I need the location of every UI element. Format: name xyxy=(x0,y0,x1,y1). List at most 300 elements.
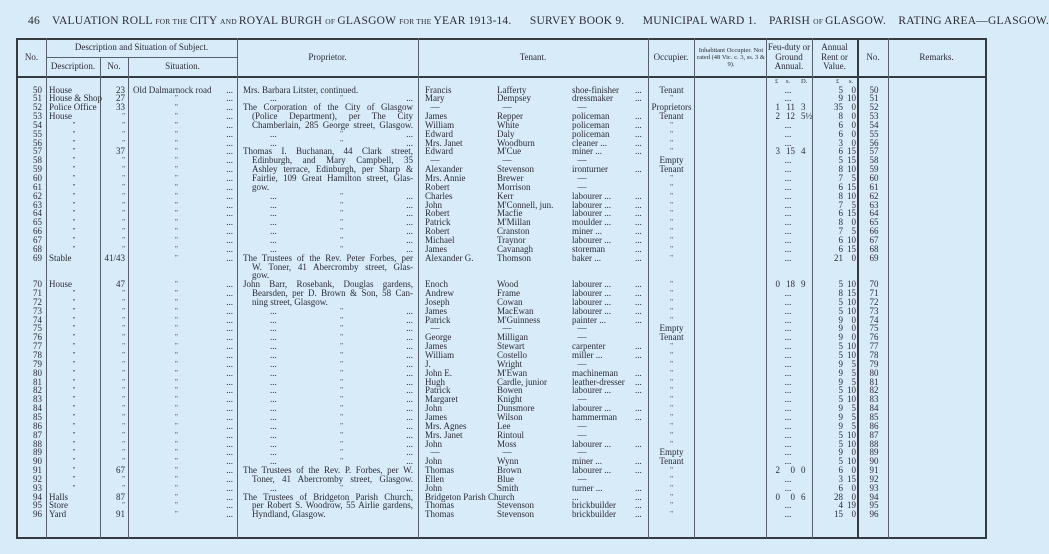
feu-duty-empty: ... xyxy=(784,208,792,219)
entry-number: 59 xyxy=(33,164,42,175)
tenant-surname: — xyxy=(502,447,512,458)
description: " xyxy=(72,200,76,209)
annual-pounds: 9 xyxy=(838,411,843,422)
title-word: GLASGOW. xyxy=(825,15,887,27)
occupier: " xyxy=(670,147,673,156)
situation: " ... xyxy=(175,199,233,210)
survey-book: SURVEY BOOK 9. xyxy=(529,15,625,27)
entry-number: 76 xyxy=(33,332,42,343)
feu-duty-empty: ... xyxy=(784,217,792,228)
roll-title xyxy=(52,15,511,27)
annual-shillings: 10 xyxy=(847,234,856,245)
feu-duty-empty: ... xyxy=(784,93,792,104)
tenant-first-name: Enoch xyxy=(425,279,448,290)
tenant-occupation: labourer ... xyxy=(572,296,611,307)
entry-number-right: 62 xyxy=(869,190,879,201)
entry-number-right: 57 xyxy=(869,146,879,157)
description: House & Shop xyxy=(49,93,103,104)
feu-duty-empty: ... xyxy=(784,456,792,467)
tenant-surname: Daly xyxy=(497,128,515,139)
situation: " ... xyxy=(175,155,233,166)
proprietor: (Police Department), per The City xyxy=(252,111,413,122)
occupation-dots: ... xyxy=(635,234,642,245)
annual-pounds: 9 xyxy=(838,403,843,414)
tenant-surname: M'Ewan xyxy=(497,367,528,378)
entry-number: 67 xyxy=(33,234,42,245)
tenant-occupation: miner ... xyxy=(572,226,602,237)
occupation-dots: ... xyxy=(635,465,642,476)
tenant-first-name: Patrick xyxy=(425,217,451,228)
header-proprietor: Proprietor. xyxy=(308,51,347,62)
proprietor: ning street, Glasgow. xyxy=(252,296,328,307)
title-word: PARISH xyxy=(768,15,814,27)
annual-pounds: 6 xyxy=(838,208,843,219)
annual-pounds: 9 xyxy=(838,367,843,378)
occupier: " xyxy=(670,306,673,315)
annual-pounds: 8 xyxy=(838,111,843,122)
annual-shillings: 0 xyxy=(851,332,856,343)
entry-number-right: 51 xyxy=(869,93,879,104)
annual-pounds-unit: £ xyxy=(836,78,840,85)
tenant-first-name: William xyxy=(425,119,455,130)
feu-pence: 0 xyxy=(801,465,806,476)
tenant-first-name: Charles xyxy=(425,190,453,201)
entry-number-right: 64 xyxy=(869,208,879,219)
proprietor: gow. xyxy=(252,181,270,192)
entry-number: 89 xyxy=(33,447,42,458)
tenant-occupation: — xyxy=(577,429,587,440)
entry-number: 70 xyxy=(33,279,42,290)
entry-number-right: 76 xyxy=(869,332,879,343)
description: " xyxy=(72,439,76,448)
tenant-surname: Stevenson xyxy=(497,500,534,511)
occupier: " xyxy=(670,182,673,191)
entry-number-right: 93 xyxy=(869,482,879,493)
situation: " ... xyxy=(175,164,233,175)
annual-pounds: 7 xyxy=(838,199,843,210)
proprietor-ditto: ... " ... xyxy=(270,482,413,493)
table-row xyxy=(0,510,1000,519)
tenant-surname: Morrison xyxy=(497,181,531,192)
street-number: 23 xyxy=(116,84,125,95)
situation: " ... xyxy=(175,500,233,511)
annual-shillings: 10 xyxy=(847,385,856,396)
occupier: " xyxy=(670,386,673,395)
feu-duty-empty: ... xyxy=(784,119,792,130)
description: " xyxy=(72,359,76,368)
tenant-occupation: cleaner ... xyxy=(572,137,607,148)
tenant-surname: Cardle, junior xyxy=(497,376,547,387)
description: " xyxy=(72,324,76,333)
occupier: " xyxy=(670,404,673,413)
annual-shillings: 10 xyxy=(847,305,856,316)
entry-number: 94 xyxy=(33,491,42,502)
tenant-occupation: labourer ... xyxy=(572,199,611,210)
street-number: " xyxy=(122,501,125,510)
annual-shillings: 10 xyxy=(847,456,856,467)
tenant-surname: Cavanagh xyxy=(497,243,533,254)
feu-duty-empty: ... xyxy=(784,438,792,449)
feu-duty-empty: ... xyxy=(784,252,792,263)
street-number: " xyxy=(122,227,125,236)
street-number: " xyxy=(122,191,125,200)
tenant-surname: — xyxy=(502,155,512,166)
annual-shillings: 15 xyxy=(847,288,856,299)
proprietor-ditto: ... " ... xyxy=(270,199,413,210)
annual-shillings: 0 xyxy=(851,447,856,458)
occupier: Tenant xyxy=(659,456,684,467)
description: " xyxy=(72,289,76,298)
proprietor-ditto: ... " ... xyxy=(270,137,413,148)
street-number: 41/43 xyxy=(104,252,125,263)
occupation-dots: ... xyxy=(635,190,642,201)
feu-duty-empty: ... xyxy=(784,155,792,166)
feu-pounds-unit: £ xyxy=(775,78,779,85)
street-number: " xyxy=(122,235,125,244)
annual-pounds: 6 xyxy=(838,181,843,192)
situation: " ... xyxy=(175,491,233,502)
proprietor: Fairlie, 109 Great Hamilton street, Glas- xyxy=(252,173,413,183)
annual-pounds: 5 xyxy=(838,429,843,440)
annual-shillings: 15 xyxy=(847,473,856,484)
tenant-surname: M'Millan xyxy=(497,217,531,228)
proprietor: Mrs. Barbara Litster, continued. xyxy=(243,84,359,95)
proprietor-ditto: ... " ... xyxy=(270,367,413,378)
annual-shillings: 0 xyxy=(851,482,856,493)
annual-pounds: 5 xyxy=(838,385,843,396)
entry-number-right: 55 xyxy=(869,128,879,139)
annual-shillings: 0 xyxy=(851,314,856,325)
feu-pence: 6 xyxy=(801,491,806,502)
feu-shillings: 15 xyxy=(786,146,795,157)
occupier: Tenant xyxy=(659,332,684,343)
tenant-surname: Knight xyxy=(497,394,523,405)
occupation-dots: ... xyxy=(635,128,642,139)
tenant-occupation: ... xyxy=(572,491,579,502)
occupation-dots: ... xyxy=(635,93,642,104)
street-number: " xyxy=(122,156,125,165)
occupier: " xyxy=(670,227,673,236)
street-number: " xyxy=(122,165,125,174)
annual-shillings: 15 xyxy=(847,208,856,219)
tenant-first-name: — xyxy=(430,323,440,334)
entry-number-right: 50 xyxy=(869,84,879,95)
tenant-first-name: Mrs. Janet xyxy=(425,429,463,440)
tenant-first-name: Thomas xyxy=(425,465,454,476)
entry-number: 66 xyxy=(33,226,42,237)
feu-duty-empty: ... xyxy=(784,84,792,95)
tenant-first-name: Hugh xyxy=(425,376,445,387)
parish xyxy=(769,15,886,27)
occupier: " xyxy=(670,94,673,103)
feu-duty-empty: ... xyxy=(784,403,792,414)
feu-pence: 3 xyxy=(801,102,806,113)
situation: " ... xyxy=(175,341,233,352)
situation: " ... xyxy=(175,208,233,219)
header-no-right: No. xyxy=(866,51,880,62)
description: " xyxy=(72,235,76,244)
occupier: Empty xyxy=(659,155,684,166)
tenant-first-name: Alexander xyxy=(425,164,463,175)
situation: " ... xyxy=(175,438,233,449)
tenant-surname: Woodburn xyxy=(497,137,535,148)
tenant-surname: White xyxy=(497,119,519,130)
feu-duty-empty: ... xyxy=(784,358,792,369)
proprietor-ditto: ... " ... xyxy=(270,128,413,139)
annual-pounds: 9 xyxy=(838,93,843,104)
entry-number: 74 xyxy=(33,314,42,325)
tenant-surname: Wilson xyxy=(497,411,523,422)
situation: " ... xyxy=(175,358,233,369)
tenant-surname: Moss xyxy=(497,438,517,449)
title-word: VALUATION ROLL xyxy=(52,15,156,27)
entry-number-right: 52 xyxy=(869,102,879,113)
feu-duty-empty: ... xyxy=(784,411,792,422)
description: " xyxy=(72,333,76,342)
entry-number-right: 85 xyxy=(869,411,879,422)
feu-duty-empty: ... xyxy=(784,385,792,396)
title-word: ROYAL BURGH xyxy=(238,15,326,27)
entry-number: 84 xyxy=(33,403,42,414)
header-description-group: Description and Situation of Subject. xyxy=(74,42,209,53)
entry-number: 96 xyxy=(33,509,42,520)
proprietor-ditto: ... " ... xyxy=(270,429,413,440)
proprietor: Ashley terrace, Edinburgh, per Sharp & xyxy=(252,164,413,175)
situation: " ... xyxy=(175,93,233,104)
feu-pence-unit: D. xyxy=(801,78,808,85)
occupier: " xyxy=(670,501,673,510)
tenant-surname: Kerr xyxy=(497,190,514,201)
occupation-dots: ... xyxy=(635,84,642,95)
street-number: 47 xyxy=(116,279,125,290)
proprietor: Toner, 41 Abercromby street, Glasgow. xyxy=(252,473,413,484)
entry-number: 71 xyxy=(33,288,42,299)
proprietor-ditto: ... " ... xyxy=(270,93,413,104)
situation: " ... xyxy=(175,119,233,130)
tenant-surname: Lafferty xyxy=(497,84,527,95)
feu-duty-empty: ... xyxy=(784,394,792,405)
tenant-occupation: machineman xyxy=(572,367,618,378)
occupation-dots: ... xyxy=(635,137,642,148)
annual-shillings: 5 xyxy=(851,420,856,431)
table-row xyxy=(0,316,1000,325)
occupier: " xyxy=(670,483,673,492)
title-word: FOR THE xyxy=(155,17,190,26)
tenant-first-name: Robert xyxy=(425,226,450,237)
entry-number: 69 xyxy=(33,252,42,263)
proprietor: Edinburgh, and Mary Campbell, 35 xyxy=(252,155,413,166)
tenant-occupation: — xyxy=(577,181,587,192)
entry-number-right: 63 xyxy=(869,199,879,210)
tenant-surname: Dempsey xyxy=(497,93,531,104)
entry-number: 64 xyxy=(33,208,42,219)
annual-shillings: 0 xyxy=(851,84,856,95)
entry-number-right: 86 xyxy=(869,420,879,431)
annual-pounds: 5 xyxy=(838,305,843,316)
tenant-first-name: Robert xyxy=(425,208,450,219)
street-number: " xyxy=(122,351,125,359)
description: House xyxy=(49,84,72,95)
tenant-surname: Stewart xyxy=(497,341,525,352)
annual-pounds: 9 xyxy=(838,376,843,387)
situation: " ... xyxy=(175,296,233,307)
tenant-first-name: George xyxy=(425,332,452,343)
street-number: " xyxy=(122,289,125,298)
entry-number-right: 75 xyxy=(869,323,879,334)
tenant-occupation: labourer ... xyxy=(572,288,611,299)
occupier: " xyxy=(670,492,673,501)
tenant-surname: Cowan xyxy=(497,296,523,307)
occupation-dots: ... xyxy=(635,403,642,414)
entry-number: 75 xyxy=(33,323,42,334)
occupier: " xyxy=(670,474,673,483)
occupier: Proprietors xyxy=(651,102,692,113)
entry-number-right: 53 xyxy=(869,111,879,122)
description: " xyxy=(72,421,76,430)
tenant-occupation: labourer ... xyxy=(572,208,611,219)
annual-pounds: 6 xyxy=(838,128,843,139)
tenant-occupation: labourer ... xyxy=(572,279,611,290)
description: " xyxy=(72,174,76,182)
tenant-surname: Wood xyxy=(497,279,519,290)
tenant-occupation: dressmaker xyxy=(572,93,613,104)
feu-pounds: 0 xyxy=(775,279,780,290)
tenant-surname: Wynn xyxy=(497,456,519,467)
feu-duty-empty: ... xyxy=(784,323,792,334)
street-number: " xyxy=(122,457,125,466)
tenant-first-name: John xyxy=(425,438,443,449)
situation: " ... xyxy=(175,420,233,431)
tenant-first-name: William xyxy=(425,350,455,360)
proprietor-ditto: ... " ... xyxy=(270,323,413,334)
tenant-occupation: painter ... xyxy=(572,314,606,325)
street-number: " xyxy=(122,138,125,147)
occupation-dots: ... xyxy=(635,111,642,122)
street-number: " xyxy=(122,395,125,404)
tenant-first-name: James xyxy=(425,111,447,122)
entry-number-right: 88 xyxy=(869,438,879,449)
entry-number: 58 xyxy=(33,155,42,166)
proprietor-ditto: ... " ... xyxy=(270,217,413,228)
description: " xyxy=(72,412,76,421)
occupation-dots: ... xyxy=(635,411,642,422)
entry-number-right: 73 xyxy=(869,305,879,316)
entry-number: 95 xyxy=(33,500,42,511)
description: " xyxy=(72,342,76,351)
proprietor-ditto: ... " ... xyxy=(270,332,413,343)
annual-shillings: 0 xyxy=(851,323,856,334)
entry-number: 78 xyxy=(33,350,42,360)
tenant-occupation: — xyxy=(577,473,587,484)
annual-shillings: 0 xyxy=(851,491,856,502)
street-number: 37 xyxy=(116,146,125,157)
tenant-occupation: shoe-finisher xyxy=(572,84,619,95)
occupation-dots: ... xyxy=(635,208,642,219)
header-feu-duty: Feu-duty or Ground Annual. xyxy=(767,42,811,72)
tenant-occupation: labourer ... xyxy=(572,465,611,476)
tenant-occupation: labourer ... xyxy=(572,234,611,245)
tenant-occupation: — xyxy=(577,358,587,369)
tenant-first-name: John xyxy=(425,199,443,210)
feu-duty-empty: ... xyxy=(784,234,792,245)
proprietor-ditto: ... " ... xyxy=(270,358,413,369)
table-bottom-rule xyxy=(16,537,986,539)
feu-shillings: 12 xyxy=(786,111,795,122)
street-number: " xyxy=(122,439,125,448)
tenant-surname: Lee xyxy=(497,420,511,431)
entry-number: 50 xyxy=(33,84,42,95)
entry-number-right: 92 xyxy=(869,473,879,484)
feu-duty-empty: ... xyxy=(784,376,792,387)
tenant-first-name: James xyxy=(425,341,447,352)
header-description: Description. xyxy=(50,61,96,72)
feu-duty-empty: ... xyxy=(784,296,792,307)
tenant-first-name: Edward xyxy=(425,146,453,157)
tenant-surname: Blue xyxy=(497,473,514,484)
annual-shillings: 10 xyxy=(847,438,856,449)
street-number: 27 xyxy=(116,93,125,104)
table-row xyxy=(0,254,1000,263)
proprietor: John Barr, Rosebank, Douglas gardens, xyxy=(243,279,413,290)
entry-number-right: 54 xyxy=(869,119,879,130)
tenant-surname: Stevenson xyxy=(497,509,534,520)
proprietor-ditto: ... " ... xyxy=(270,234,413,245)
title-word: AND xyxy=(219,17,239,26)
occupation-dots: ... xyxy=(635,500,642,511)
entry-number: 55 xyxy=(33,128,42,139)
proprietor-ditto: ... " ... xyxy=(270,385,413,396)
tenant-first-name: John xyxy=(425,482,443,493)
entry-number: 62 xyxy=(33,190,42,201)
table-row xyxy=(0,440,1000,449)
annual-pounds: 6 xyxy=(838,482,843,493)
description: " xyxy=(72,466,76,475)
entry-number-right: 66 xyxy=(869,226,879,237)
occupier: " xyxy=(670,439,673,448)
description: " xyxy=(72,191,76,200)
occupation-dots: ... xyxy=(635,164,642,175)
entry-number: 86 xyxy=(33,420,42,431)
description: " xyxy=(72,306,76,315)
street-number: " xyxy=(122,404,125,413)
entry-number-right: 65 xyxy=(869,217,879,228)
annual-shillings: 15 xyxy=(847,146,856,157)
street-number: " xyxy=(122,182,125,191)
occupier: " xyxy=(670,466,673,475)
occupier: " xyxy=(670,395,673,404)
occupation-dots: ... xyxy=(635,288,642,299)
tenant-occupation: leather-dresser xyxy=(572,376,625,387)
proprietor-ditto: ... " ... xyxy=(270,376,413,387)
tenant-surname: Costello xyxy=(497,350,528,360)
tenant-occupation: — xyxy=(577,394,587,405)
annual-shillings: 5 xyxy=(851,226,856,237)
municipal-ward: MUNICIPAL WARD 1. xyxy=(642,15,757,27)
annual-pounds: 7 xyxy=(838,173,843,183)
feu-duty-empty: ... xyxy=(784,226,792,237)
annual-pounds: 8 xyxy=(838,164,843,175)
situation: " ... xyxy=(175,456,233,467)
feu-duty-empty: ... xyxy=(784,243,792,254)
feu-shillings: 11 xyxy=(786,102,795,113)
occupation-dots: ... xyxy=(635,456,642,467)
annual-shillings: 10 xyxy=(847,164,856,175)
street-number: " xyxy=(122,342,125,351)
rating-area: RATING AREA—GLASGOW. xyxy=(898,15,1049,27)
situation: " ... xyxy=(175,128,233,139)
entry-number-right: 72 xyxy=(869,296,879,307)
occupier: " xyxy=(670,315,673,324)
